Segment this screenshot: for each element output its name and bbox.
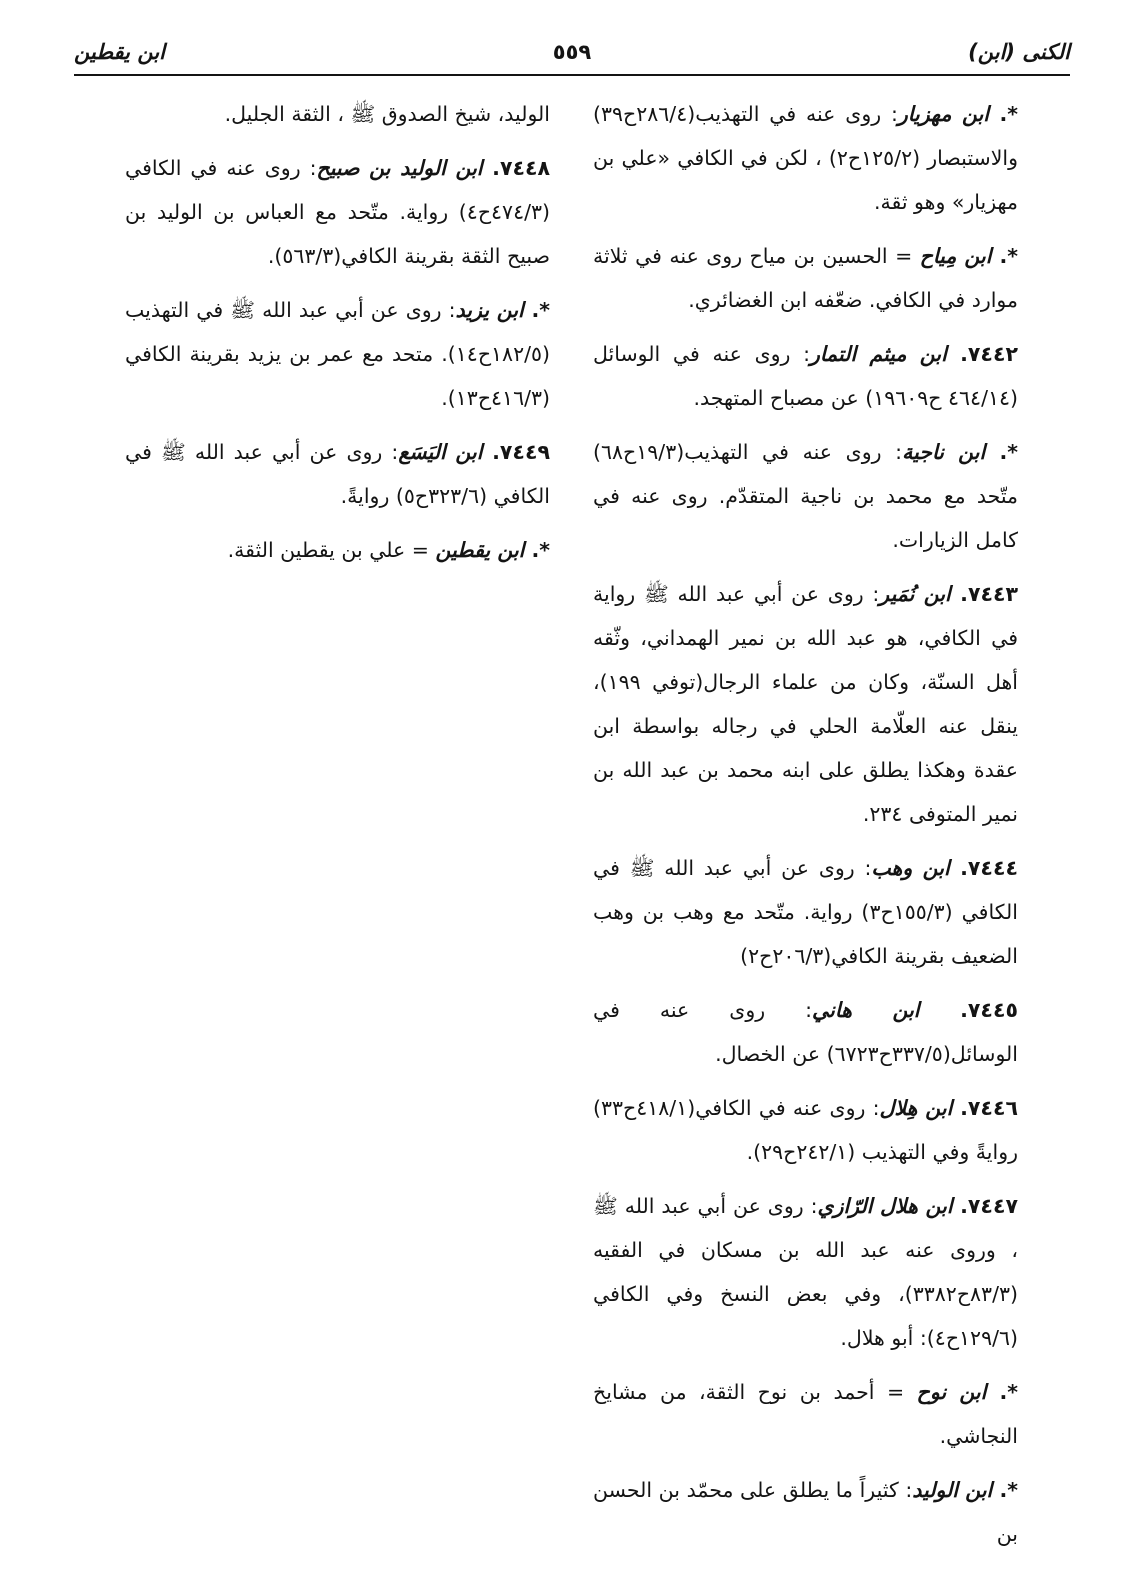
entry-lemma: ابن مِياح bbox=[919, 244, 992, 268]
right-column bbox=[593, 92, 1018, 1566]
entry bbox=[125, 528, 550, 572]
chapter-title: الكنى (ابن) bbox=[968, 40, 1070, 64]
entry-body: : روى عنه في الكافي(٤١٨/١ح٣٣) روايةً وفي التهذيب (٢٤٢/١ح٢٩). bbox=[593, 1096, 1018, 1164]
entry-lemma: ابن الوليد بن صبيح bbox=[316, 156, 483, 180]
entry-body: : روى عن أبي عبد الله ﷺ ، وروى عنه عبد الله بن مسكان في الفقيه (٨٣/٣ح٣٣٨٢)، وفي بعض النسخ وفي الكافي (١٢٩/٦ح٤): أبو هلال. bbox=[593, 1194, 1018, 1350]
entry bbox=[593, 430, 1018, 562]
entry-number: *. bbox=[992, 1478, 1018, 1502]
entry bbox=[593, 1370, 1018, 1458]
entry-body: : روى عن أبي عبد الله ﷺ رواية في الكافي، هو عبد الله بن نمير الهمداني، وثّقه أهل السنّة، وكان من علماء الرجال(توفي ١٩٩)، ينقل عنه العلّامة الحلي في رجاله بواسطة ابن عقدة وهكذا يطلق على ابنه محمد بن عبد الله بن نمير المتوفى ٢٣٤. bbox=[593, 582, 1018, 826]
entry-body: : روى عنه في الوسائل(٣٣٧/٥ح٦٧٢٣) عن الخصال. bbox=[593, 998, 1018, 1066]
entry-number: ٧٤٤٢. bbox=[946, 342, 1018, 366]
entry-body: : روى عن أبي عبد الله ﷺ في الكافي (١٥٥/٣ح٣) رواية. متّحد مع وهب بن وهب الضعيف بقرينة الكافي(٢٠٦/٣ح٢) bbox=[593, 856, 1018, 968]
entry-lemma: ابن ناجية bbox=[902, 440, 986, 464]
entry-lemma: ابن نُمَير bbox=[879, 582, 951, 606]
entry-lemma: ابن نوح bbox=[916, 1380, 987, 1404]
entry bbox=[593, 1086, 1018, 1174]
entry bbox=[593, 988, 1018, 1076]
page-header bbox=[74, 30, 1070, 76]
page-number: ٥٥٩ bbox=[552, 40, 592, 64]
entry-number: ٧٤٤٩. bbox=[482, 440, 550, 464]
entry bbox=[125, 288, 550, 420]
entry-number: *. bbox=[991, 244, 1018, 268]
entry-body: = علي بن يقطين الثقة. bbox=[227, 538, 436, 562]
entry-number: ٧٤٤٦. bbox=[952, 1096, 1018, 1120]
entry-lemma: ابن يقطين bbox=[435, 538, 525, 562]
entry bbox=[593, 234, 1018, 322]
entry-lemma: ابن يزيد bbox=[455, 298, 524, 322]
entry-lemma: ابن هِلال bbox=[879, 1096, 953, 1120]
entry-number: ٧٤٤٤. bbox=[949, 856, 1018, 880]
entry-number: *. bbox=[524, 538, 550, 562]
entry-body: : روى عنه في التهذيب(١٩/٣ح٦٨) متّحد مع محمد بن ناجية المتقدّم. روى عنه في كامل الزيارات. bbox=[593, 440, 1018, 552]
running-word: ابن يقطين bbox=[74, 40, 165, 64]
entry-number: ٧٤٤٨. bbox=[482, 156, 550, 180]
entry-body: = أحمد بن نوح الثقة، من مشايخ النجاشي. bbox=[593, 1380, 1018, 1448]
entry bbox=[593, 572, 1018, 836]
entry-number: ٧٤٤٧. bbox=[952, 1194, 1018, 1218]
entry-number: *. bbox=[986, 1380, 1018, 1404]
left-column bbox=[125, 92, 550, 582]
entry-body: : روى عنه في الكافي (٤٧٤/٣ح٤) رواية. متّحد مع العباس بن الوليد بن صبيح الثقة بقرينة الكافي(٥٦٣/٣). bbox=[125, 156, 550, 268]
entry bbox=[593, 1184, 1018, 1360]
entry-lemma: ابن وهب bbox=[871, 856, 950, 880]
entry-body: : روى عن أبي عبد الله ﷺ في الكافي (٣٢٣/٦ح٥) روايةً. bbox=[125, 440, 550, 508]
entry-lemma: ابن ميثم التمار bbox=[810, 342, 947, 366]
entry-lemma: ابن اليَسَع bbox=[398, 440, 483, 464]
entry-lemma: ابن الوليد bbox=[912, 1478, 993, 1502]
entry-body: : روى عنه في التهذيب(٢٨٦/٤ح٣٩) والاستبصار (١٢٥/٢ح٢) ، لكن في الكافي «علي بن مهزيار» وهو ثقة. bbox=[593, 102, 1018, 214]
entry-number: *. bbox=[988, 102, 1018, 126]
entry-body: = الحسين بن مياح روى عنه في ثلاثة موارد في الكافي. ضعّفه ابن الغضائري. bbox=[593, 244, 1018, 312]
entry bbox=[593, 92, 1018, 224]
entry bbox=[593, 332, 1018, 420]
entry bbox=[593, 846, 1018, 978]
entry-number: *. bbox=[523, 298, 550, 322]
entry-lemma: ابن هاني bbox=[812, 998, 920, 1022]
entry-body: : روى عنه في الوسائل (٤٦٤/١٤ ح١٩٦٠٩) عن مصباح المتهجد. bbox=[593, 342, 1018, 410]
entry-number: *. bbox=[985, 440, 1018, 464]
entry bbox=[125, 146, 550, 278]
entry-lemma: ابن مهزيار bbox=[897, 102, 989, 126]
entry-body: : كثيراً ما يطلق على محمّد بن الحسن بن bbox=[593, 1478, 1018, 1546]
entry-number: ٧٤٤٣. bbox=[950, 582, 1018, 606]
entry-body: الوليد، شيخ الصدوق ﷺ ، الثقة الجليل. bbox=[224, 102, 550, 126]
entry-continuation bbox=[125, 92, 550, 136]
entry bbox=[593, 1468, 1018, 1556]
entry-lemma: ابن هلال الرّازي bbox=[817, 1194, 953, 1218]
entry-body: : روى عن أبي عبد الله ﷺ في التهذيب (١٨٢/٥ح١٤). متحد مع عمر بن يزيد بقرينة الكافي (٤١٦/٣ح١٣). bbox=[125, 298, 550, 410]
entry bbox=[125, 430, 550, 518]
entry-number: ٧٤٤٥. bbox=[919, 998, 1018, 1022]
